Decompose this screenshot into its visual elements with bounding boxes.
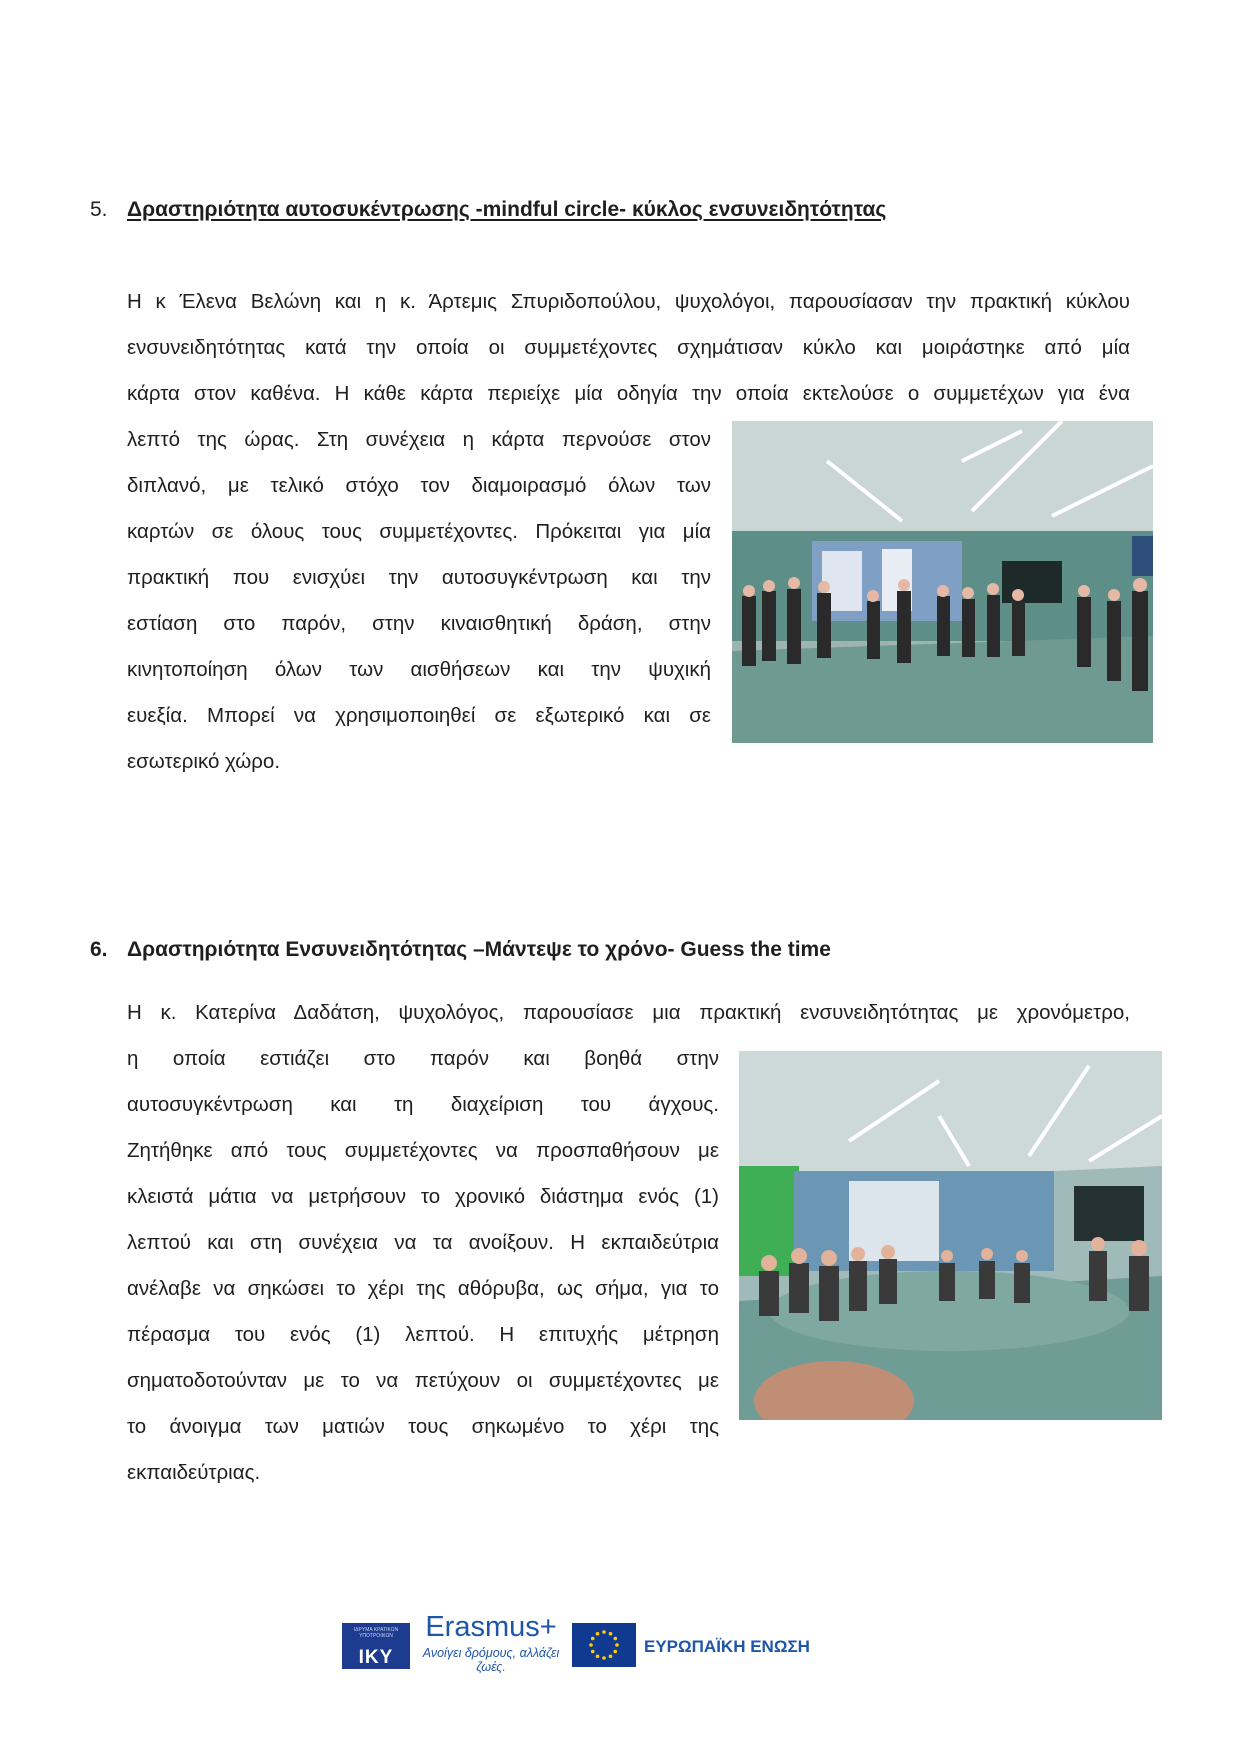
iky-logo — [342, 1623, 410, 1669]
mindful-circle-photo — [732, 421, 1153, 743]
paragraph-line: ενσυνειδητότητας κατά την οποία οι συμμετέχοντες σχημάτισαν κύκλο και μοιράστηκε από μία — [127, 336, 1130, 359]
erasmus-logo — [418, 1611, 564, 1674]
paragraph-line: ανέλαβε να σηκώσει το χέρι της αθόρυβα, ως σήμα, για το — [127, 1277, 719, 1300]
section-5-number: 5. — [90, 198, 108, 221]
paragraph-line: λεπτού και στη συνέχεια να τα ανοίξουν. Η εκπαιδεύτρια — [127, 1231, 719, 1254]
eu-text: ΕΥΡΩΠΑΪΚΗ ΕΝΩΣΗ — [644, 1637, 810, 1656]
paragraph-line: κλειστά μάτια να μετρήσουν το χρονικό διάστημα ενός (1) — [127, 1185, 719, 1208]
photo-illustration — [739, 1051, 1162, 1420]
paragraph-line: εκπαιδεύτριας. — [127, 1461, 261, 1484]
section-5-heading — [90, 198, 990, 226]
section-6-heading — [90, 938, 990, 966]
paragraph-line: σηματοδοτούνταν με το να πετύχουν οι συμμετέχοντες με — [127, 1369, 719, 1392]
iky-logo-text: ΙΚΥ — [358, 1647, 394, 1668]
footer-logos — [342, 1611, 882, 1681]
section-5-title: Δραστηριότητα αυτοσυκέντρωσης -mindful circle- κύκλος ενσυνειδητότητας — [127, 198, 887, 221]
paragraph-line: πέρασμα του ενός (1) λεπτού. Η επιτυχής μέτρηση — [127, 1323, 719, 1346]
paragraph-line: Η κ Έλενα Βελώνη και η κ. Άρτεμις Σπυριδοπούλου, ψυχολόγοι, παρουσίασαν την πρακτική κύκλου — [127, 290, 1130, 313]
section-5-paragraph-wrapped — [127, 417, 711, 785]
eu-flag-icon — [572, 1623, 636, 1667]
section-5-paragraph-top — [127, 279, 1130, 417]
paragraph-line: κινητοποίηση όλων των αισθήσεων και την ψυχική — [127, 658, 711, 681]
paragraph-line: το άνοιγμα των ματιών τους σηκωμένο το χέρι της — [127, 1415, 719, 1438]
paragraph-line: καρτών σε όλους τους συμμετέχοντες. Πρόκειται για μία — [127, 520, 711, 543]
paragraph-line: Ζητήθηκε από τους συμμετέχοντες να προσπαθήσουν με — [127, 1139, 719, 1162]
paragraph-line: Η κ. Κατερίνα Δαδάτση, ψυχολόγος, παρουσίασε μια πρακτική ενσυνειδητότητας με χρονόμετρο, — [127, 1001, 1130, 1024]
section-6-number: 6. — [90, 938, 108, 961]
paragraph-line: αυτοσυγκέντρωση και τη διαχείριση του άγχους. — [127, 1093, 719, 1116]
section-6-paragraph-top — [127, 990, 1130, 1036]
paragraph-line: πρακτική που ενισχύει την αυτοσυγκέντρωση και την — [127, 566, 711, 589]
iky-logo-small-text: ΙΔΡΥΜΑ ΚΡΑΤΙΚΩΝ ΥΠΟΤΡΟΦΙΩΝ — [353, 1627, 399, 1639]
eu-stars-icon — [572, 1623, 636, 1667]
paragraph-line: η οποία εστιάζει στο παρόν και βοηθά στην — [127, 1047, 719, 1070]
paragraph-line: λεπτό της ώρας. Στη συνέχεια η κάρτα περνούσε στον — [127, 428, 711, 451]
paragraph-line: εστίαση στο παρόν, στην κιναισθητική δράση, στην — [127, 612, 711, 635]
erasmus-title: Erasmus+ — [425, 1611, 557, 1643]
section-6-title: Δραστηριότητα Ενσυνειδητότητας –Μάντεψε το χρόνο- Guess the time — [127, 938, 831, 961]
guess-the-time-photo — [739, 1051, 1162, 1420]
paragraph-line: διπλανό, με τελικό στόχο τον διαμοιρασμό όλων των — [127, 474, 711, 497]
paragraph-line: ευεξία. Μπορεί να χρησιμοποιηθεί σε εξωτερικό και σε — [127, 704, 711, 727]
paragraph-line: εσωτερικό χώρο. — [127, 750, 281, 773]
erasmus-slogan: Ανοίγει δρόμους, αλλάζει ζωές. — [422, 1646, 560, 1674]
paragraph-line: κάρτα στον καθένα. Η κάθε κάρτα περιείχε μία οδηγία την οποία εκτελούσε ο συμμετέχων για ένα — [127, 382, 1130, 405]
section-6-paragraph-wrapped — [127, 1036, 719, 1496]
photo-illustration — [732, 421, 1153, 743]
